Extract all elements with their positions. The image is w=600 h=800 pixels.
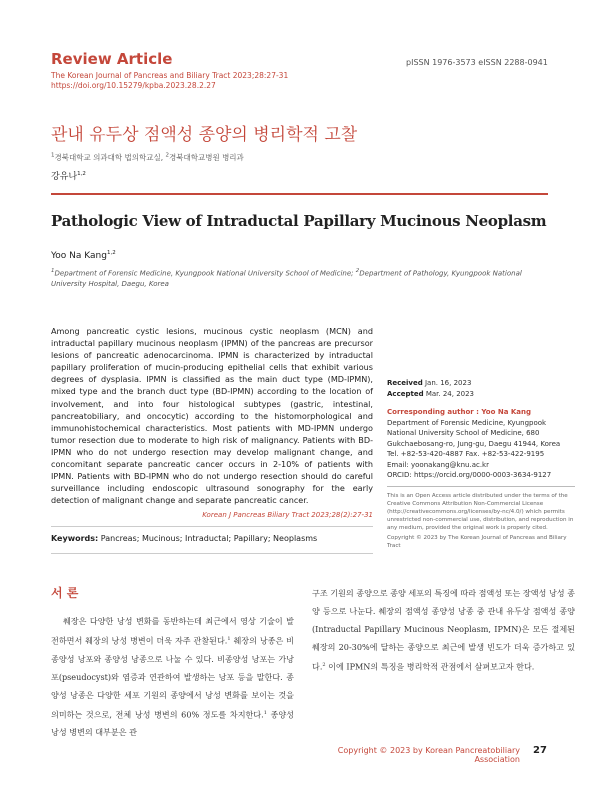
page-number: 27: [533, 745, 547, 756]
received-date: Jan. 16, 2023: [422, 379, 472, 387]
aff-sup: 1: [51, 152, 55, 159]
korean-aff-1: 경북대학교 의과대학 법의학교실,: [54, 153, 166, 162]
body-column-1: [51, 612, 294, 741]
body-column-2: [312, 584, 575, 676]
abstract: Among pancreatic cystic lesions, mucinous cystic neoplasm (MCN) and intraductal papillary mucinous neoplasm (IPMN) of the pancreas are precursor lesions of pancreatic adenocarcinoma. IPMN is characterized by intraductal papillary proliferation of mucin-producing epithelial cells that exhibit various degrees of dysplasia. IPMN is classified as the main duct type (MD-IPMN), mixed type and the branch duct type (BD-IPMN) according to the location of involvement, and into four histological subtypes (gastric, intestinal, pancreatobiliary, and oncocytic) according to the histomorphological and immunohistochemical characteristics. Most patients with MD-IPMN undergo tumor resection due to moderate to high risk of malignancy. Patients with BD-IPMN who do not undergo resection may develop malignant change, and concomitant separate pancreatic cancer occurs in 2-10% of patients with IPMN. Patients with BD-IPMN who do not undergo resection should do careful surveillance including endoscopic ultrasound sonography for the early detection of malignant change and separate pancreatic cancer.: [51, 326, 373, 506]
ref-sup: 2: [322, 662, 326, 668]
keywords-label: Keywords:: [51, 534, 99, 543]
divider: [51, 553, 373, 554]
received-label: Received: [387, 379, 423, 387]
corresponding-label: Corresponding author : Yoo Na Kang: [387, 408, 532, 416]
corr-line: Gukchaebosang-ro, Jung-gu, Daegu 41944, Korea: [387, 439, 561, 448]
email-link[interactable]: Email: yoonakang@knu.ac.kr: [387, 460, 489, 469]
article-type: Review Article: [51, 50, 173, 68]
body-text: 종양성 낭성 병변의 대부분은 관: [51, 709, 295, 738]
corr-line: Tel. +82-53-420-4887 Fax. +82-53-422-9195: [387, 450, 545, 458]
korean-author: [51, 169, 86, 182]
english-title: Pathologic View of Intraductal Papillary Mucinous Neoplasm: [51, 212, 547, 230]
issn: pISSN 1976-3573 eISSN 2288-0941: [406, 58, 548, 67]
english-author: [51, 250, 116, 261]
body-text: 췌장은 다양한 낭성 변화를 동반하는데 최근에서 영상 기술이 발전하면서 췌장의 낭성 병변이 더욱 자주 관찰된다.: [51, 616, 294, 646]
divider: [51, 526, 373, 527]
body-text: 췌장의 낭종은 비종양성 낭포와 종양성 낭종으로 나눌 수 있다. 비종양성 낭포는 가낭포(pseudocyst)와 염증과 연관하여 발생하는 낭포 등을 말한다. 종양성 낭종은 다양한 세포 기원의 종양에서 낭성 변화를 보이는 것을 의미하는 것으로, 전체 낭성 병변의 60% 정도를 차지한다.: [51, 635, 295, 720]
english-affiliations: [51, 266, 551, 290]
doi-link[interactable]: https://doi.org/10.15279/kpba.2023.28.2.27: [51, 81, 216, 90]
body-text: 구조 기원의 종양으로 종양 세포의 특징에 따라 점액성 또는 장액성 낭성 종양 등으로 나눈다. 췌장의 점액성 종양성 낭종 중 관내 유두상 점액성 종양(Intraductal Papillary Mucinous Neoplasm, IPMN)은 모든 절제된 췌장의 20-30%에 달하는 종양으로 최근에 발생 빈도가 더욱 증가하고 있다.: [312, 588, 575, 672]
dates: [387, 378, 575, 399]
citation: Korean J Pancreas Biliary Tract 2023;28(2):27-31: [202, 511, 373, 519]
corr-line: Department of Forensic Medicine, Kyungpook: [387, 418, 547, 427]
journal-citation: The Korean Journal of Pancreas and Biliary Tract 2023;28:27-31: [51, 71, 289, 80]
accepted-label: Accepted: [387, 389, 424, 398]
accepted-date: Mar. 24, 2023: [423, 389, 475, 398]
korean-affiliations: [51, 152, 244, 163]
orcid-link[interactable]: ORCID: https://orcid.org/0000-0003-3634-9127: [387, 471, 552, 479]
korean-title: 관내 유두상 점액성 종양의 병리학적 고찰: [51, 125, 358, 145]
ref-sup: 1: [227, 636, 231, 642]
sidebar-copyright: Copyright © 2023 by The Korean Journal of Pancreas and Biliary Tract: [387, 535, 567, 549]
aff-sup: 1: [51, 268, 55, 274]
author-sup: 1,2: [106, 250, 116, 256]
body-text: 이에 IPMN의 특징을 병리학적 관점에서 살펴보고자 한다.: [325, 661, 535, 672]
keywords-list: Pancreas; Mucinous; Intraductal; Papillary; Neoplasms: [98, 534, 318, 543]
corr-line: National University School of Medicine, 680: [387, 429, 540, 437]
corresponding-author: [387, 407, 575, 481]
aff-sup: 2: [355, 268, 360, 274]
korean-aff-2: 경북대학교병원 병리과: [168, 153, 244, 162]
korean-author-name: 강유나: [51, 172, 78, 182]
ref-sup: 1: [263, 709, 267, 716]
english-aff-1: Department of Forensic Medicine, Kyungpook National University School of Medicine;: [54, 269, 356, 278]
keywords: [51, 534, 317, 543]
english-author-name: Yoo Na Kang: [51, 251, 107, 261]
section-heading: 서 론: [51, 586, 79, 600]
footer-copyright: Copyright © 2023 by Korean Pancreatobiliary Association: [337, 746, 520, 764]
divider: [51, 193, 548, 195]
aff-sup: 2: [165, 152, 169, 159]
english-aff-2: Department of Pathology, Kyungpook National University Hospital, Daegu, Korea: [51, 269, 522, 289]
open-access-notice: This is an Open Access article distributed under the terms of the Creative Commons Attribution Non-Commercial License (http://creativecommons.org/licenses/by-nc/4.0/) which permits unrestricted non-commercial use, distribution, and reproduction in any medium, provided the original work is properly cited.: [387, 493, 574, 531]
divider: [387, 486, 575, 487]
author-sup: 1,2: [77, 171, 86, 177]
